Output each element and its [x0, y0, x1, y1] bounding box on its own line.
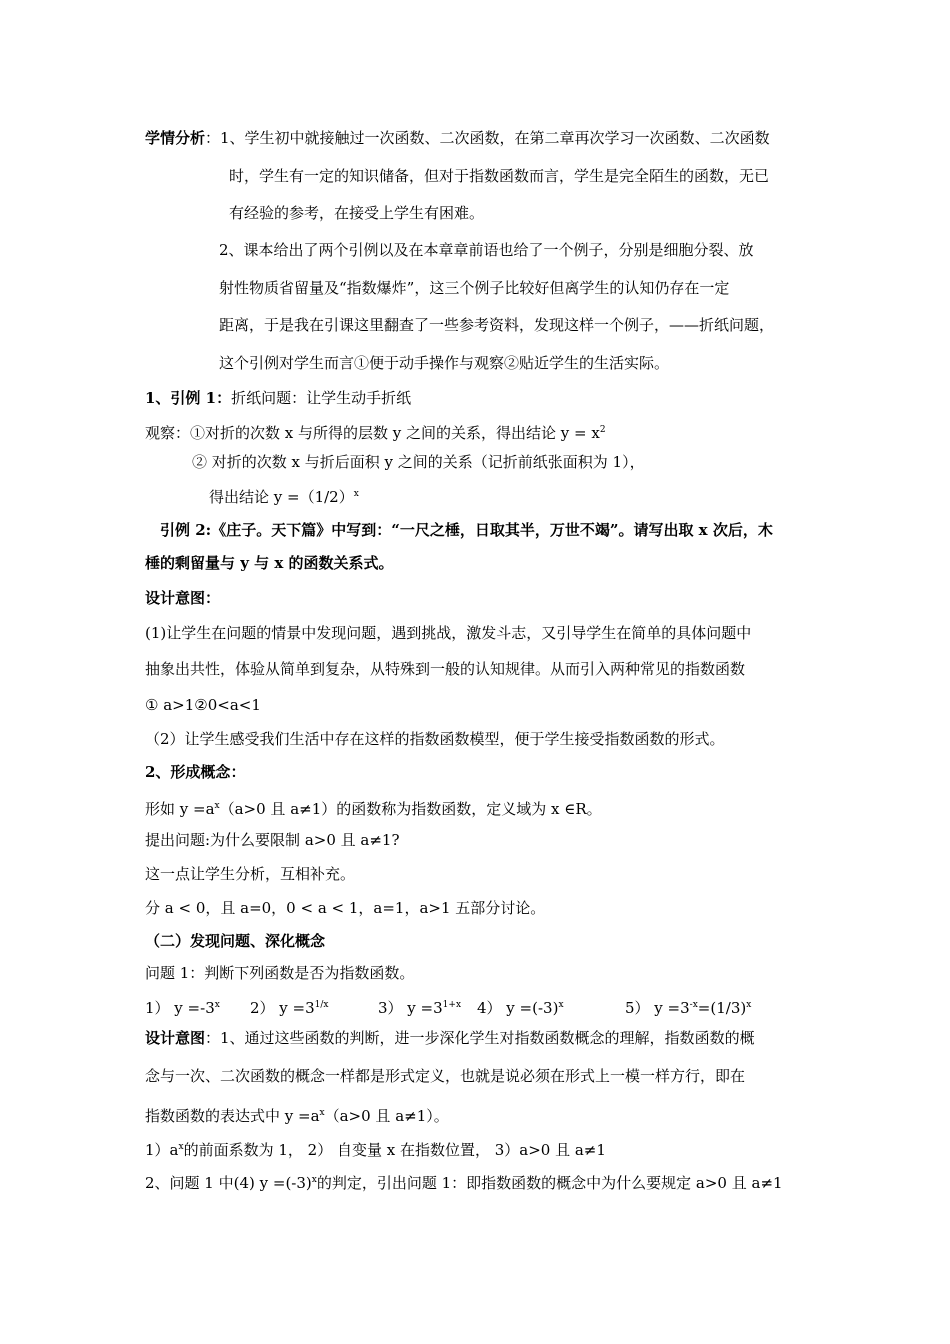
function-list-item-3: 3） $y =3^{1+x}$ [378, 999, 462, 1017]
analysis-label: 学情分析 [145, 129, 206, 147]
design2-title: 设计意图 [145, 1029, 206, 1047]
design2-line-5: 2、问题 1 中(4) $y =(-3)^x$的判定，引出问题 1：即指数函数的概念中为什么要规定 a>0 且 a≠1 [145, 1174, 783, 1192]
analysis-line-5: 射性物质省留量及“指数爆炸”，这三个例子比较好但离学生的认知仍存在一定 [219, 279, 730, 297]
analysis-line-2: 时，学生有一定的知识储备，但对于指数函数而言，学生是完全陌生的函数，无已 [229, 167, 770, 185]
analysis-text: ：1、学生初中就接触过一次函数、二次函数，在第二章再次学习一次函数、二次函数 [205, 129, 770, 147]
example2-line-2: 棰的剩留量与 y 与 x 的函数关系式。 [145, 554, 394, 572]
part2-title: （二）发现问题、深化概念 [145, 932, 326, 950]
superscript: x [558, 1000, 564, 1010]
superscript: 1/x [314, 1000, 329, 1010]
function-list-item-5: 5） $y =3^{-x}=(1/3)^x$ [625, 999, 752, 1017]
analysis-line-4: 2、课本给出了两个引例以及在本章章前语也给了一个例子，分别是细胞分裂、放 [219, 241, 754, 259]
concept-discussion: 这一点让学生分析，互相补充。 [145, 865, 356, 883]
analysis-line-6: 距离，于是我在引课这里翻查了一些参考资料，发现这样一个例子，——折纸问题， [219, 316, 775, 334]
concept-definition: 形如 $y =a^x(a>0$ 且 a≠1）的函数称为指数函数，定义域为 x ∈R。 [145, 800, 602, 818]
analysis-line-7: 这个引例对学生而言①便于动手操作与观察②贴近学生的生活实际。 [219, 354, 670, 372]
function-list-item-4: 4） $y =(-3)^x$ [477, 999, 564, 1017]
example1-heading-rest: 折纸问题：让学生动手折纸 [231, 389, 412, 407]
design2-line-1: 设计意图：1、通过这些函数的判断，进一步深化学生对指数函数概念的理解，指数函数的概 [145, 1029, 755, 1047]
superscript: x [746, 1000, 752, 1010]
analysis-line-3: 有经验的参考，在接受上学生有困难。 [229, 204, 485, 222]
example1-observe-1: 观察：①对折的次数 x 与所得的层数 y 之间的关系，得出结论 $y = x^2$ [145, 424, 606, 442]
function-list-item-2: 2） $y =3^{1/x}$ [250, 999, 329, 1017]
example1-observe-2: ② 对折的次数 x 与折后面积 y 之间的关系（记折前纸张面积为 1）， [192, 453, 645, 471]
superscript: x [178, 1142, 184, 1152]
superscript: x [319, 1108, 325, 1118]
design1-line-3: ① a>1②0<a<1 [145, 696, 261, 714]
example2-line-1: 引例 2:《庄子。天下篇》中写到：“一尺之棰，日取其半，万世不竭”。请写出取 x 次后，木 [160, 521, 773, 539]
superscript: x [214, 801, 220, 811]
design1-line-4: （2）让学生感受我们生活中存在这样的指数函数模型，便于学生接受指数函数的形式。 [145, 730, 725, 748]
superscript: -x [689, 1000, 698, 1010]
superscript: 1+x [442, 1000, 462, 1010]
example1-heading: 1、引例 1： [145, 389, 232, 407]
example1-conclusion: 得出结论 $y =(1/2)^x$ [209, 488, 359, 506]
design1-title: 设计意图： [145, 589, 221, 607]
design1-line-2: 抽象出共性，体验从简单到复杂，从特殊到一般的认知规律。从而引入两种常见的指数函数 [145, 660, 746, 678]
design2-line-2: 念与一次、二次函数的概念一样都是形式定义，也就是说必须在形式上一模一样方行，即在 [145, 1067, 746, 1085]
concept-question: 提出问题:为什么要限制 a>0 且 a≠1? [145, 831, 400, 849]
superscript: x [353, 489, 359, 499]
function-list-item-1: 1） $y =-3^x$ [145, 999, 220, 1017]
example1-heading-line [145, 388, 411, 408]
concept-title: 2、形成概念： [145, 763, 246, 781]
superscript: x [214, 1000, 220, 1010]
part2-problem: 问题 1：判断下列函数是否为指数函数。 [145, 964, 415, 982]
concept-cases: 分 a < 0，且 a=0，0 < a < 1，a=1，a>1 五部分讨论。 [145, 899, 546, 917]
design2-line-3: 指数函数的表达式中 $y =a^x(a>0$ 且 a≠1）。 [145, 1107, 449, 1125]
superscript: x [311, 1175, 317, 1185]
superscript: 2 [599, 425, 606, 435]
design2-line-4: $1)a^x$的前面系数为 1， 2） 自变量 x 在指数位置， 3）a>0 且 a≠1 [145, 1141, 606, 1159]
design1-line-1: (1)让学生在问题的情景中发现问题，遇到挑战，激发斗志，又引导学生在简单的具体问题中 [145, 624, 752, 642]
analysis-line-1 [145, 128, 770, 148]
